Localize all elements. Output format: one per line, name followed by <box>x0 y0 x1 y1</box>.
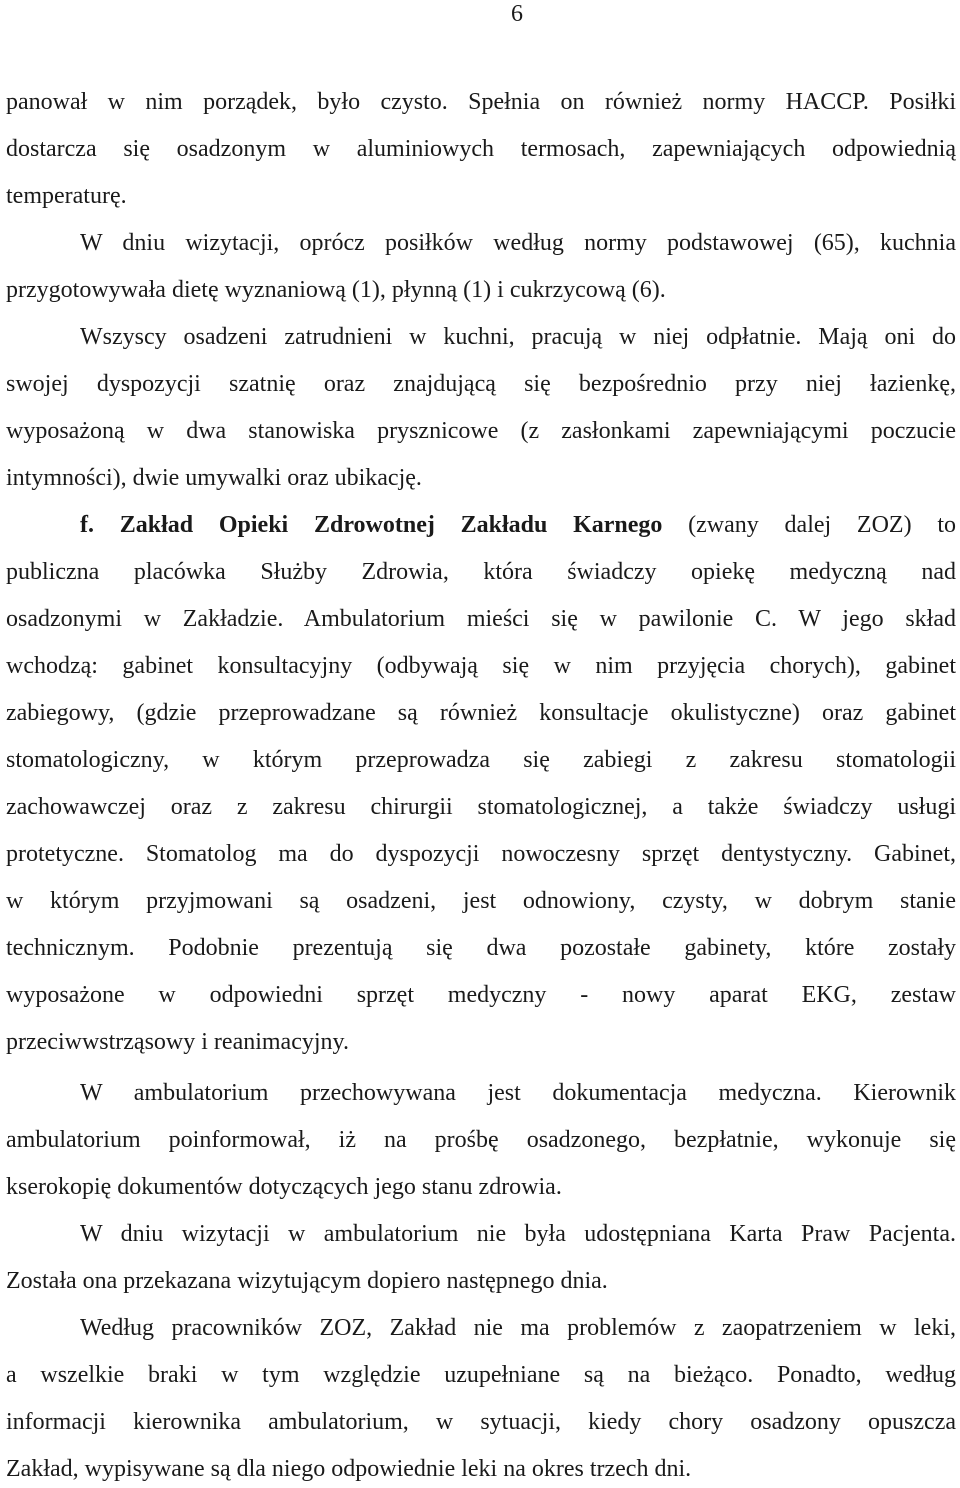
text-line: publiczna placówka Służby Zdrowia, która świadczy opiekę medyczną nad <box>6 559 956 585</box>
section-heading-rest: (zwany dalej ZOZ) to <box>662 512 956 538</box>
page-number: 6 <box>511 1 523 27</box>
text-line: protetyczne. Stomatolog ma do dyspozycji nowoczesny sprzęt dentystyczny. Gabinet, <box>6 841 956 867</box>
section-heading-line <box>80 510 956 540</box>
text-line: W dniu wizytacji w ambulatorium nie była udostępniana Karta Praw Pacjenta. <box>80 1221 956 1247</box>
text-line: panował w nim porządek, było czysto. Spełnia on również normy HACCP. Posiłki <box>6 89 956 115</box>
text-line: przygotowywała dietę wyznaniową (1), płynną (1) i cukrzycową (6). <box>6 277 666 303</box>
text-line: kserokopię dokumentów dotyczących jego stanu zdrowia. <box>6 1174 562 1200</box>
text-line: Wszyscy osadzeni zatrudnieni w kuchni, pracują w niej odpłatnie. Mają oni do <box>80 324 956 350</box>
text-line: intymności), dwie umywalki oraz ubikację. <box>6 465 422 491</box>
text-line: ambulatorium poinformował, iż na prośbę osadzonego, bezpłatnie, wykonuje się <box>6 1127 956 1153</box>
text-line: dostarcza się osadzonym w aluminiowych termosach, zapewniających odpowiednią <box>6 136 956 162</box>
text-line: przeciwwstrząsowy i reanimacyjny. <box>6 1029 349 1055</box>
text-line: osadzonymi w Zakładzie. Ambulatorium mieści się w pawilonie C. W jego skład <box>6 606 956 632</box>
text-line: stomatologiczny, w którym przeprowadza się zabiegi z zakresu stomatologii <box>6 747 956 773</box>
text-line: temperaturę. <box>6 183 127 209</box>
text-line: zachowawczej oraz z zakresu chirurgii stomatologicznej, a także świadczy usługi <box>6 794 956 820</box>
text-line: wchodzą: gabinet konsultacyjny (odbywają się w nim przyjęcia chorych), gabinet <box>6 653 956 679</box>
text-line: W dniu wizytacji, oprócz posiłków według normy podstawowej (65), kuchnia <box>80 230 956 256</box>
text-line: Została ona przekazana wizytującym dopiero następnego dnia. <box>6 1268 608 1294</box>
text-line: informacji kierownika ambulatorium, w sytuacji, kiedy chory osadzony opuszcza <box>6 1409 956 1435</box>
text-line: wyposażone w odpowiedni sprzęt medyczny - nowy aparat EKG, zestaw <box>6 982 956 1008</box>
text-line: zabiegowy, (gdzie przeprowadzane są również konsultacje okulistyczne) oraz gabinet <box>6 700 956 726</box>
section-heading: f. Zakład Opieki Zdrowotnej Zakładu Karnego <box>80 512 663 538</box>
text-line: technicznym. Podobnie prezentują się dwa pozostałe gabinety, które zostały <box>6 935 956 961</box>
text-line: Zakład, wypisywane są dla niego odpowiednie leki na okres trzech dni. <box>6 1456 692 1482</box>
text-line: W ambulatorium przechowywana jest dokumentacja medyczna. Kierownik <box>80 1080 956 1106</box>
text-line: Według pracowników ZOZ, Zakład nie ma problemów z zaopatrzeniem w leki, <box>80 1315 956 1341</box>
text-line: a wszelkie braki w tym względzie uzupełniane są na bieżąco. Ponadto, według <box>6 1362 956 1388</box>
text-line: wyposażoną w dwa stanowiska prysznicowe (z zasłonkami zapewniającymi poczucie <box>6 418 956 444</box>
text-line: swojej dyspozycji szatnię oraz znajdującą się bezpośrednio przy niej łazienkę, <box>6 371 956 397</box>
text-line: w którym przyjmowani są osadzeni, jest odnowiony, czysty, w dobrym stanie <box>6 888 956 914</box>
